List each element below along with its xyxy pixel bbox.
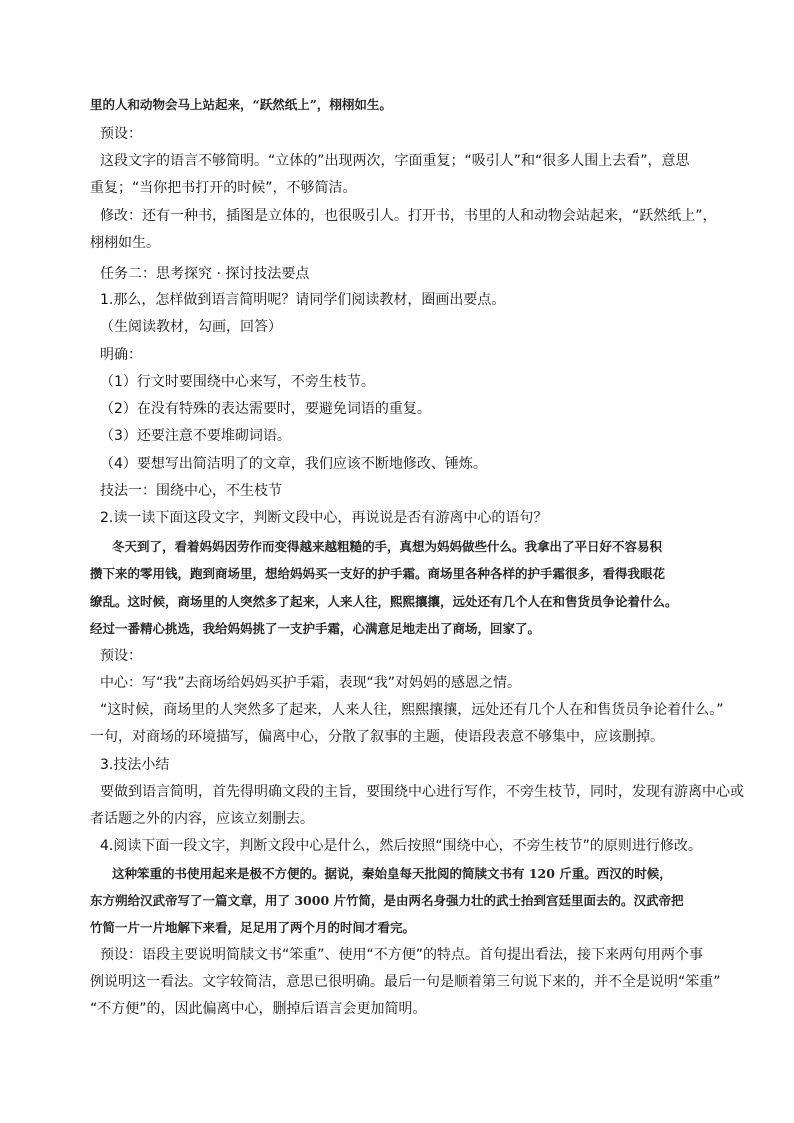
paragraph-line: 明确： (100, 347, 142, 363)
list-item: （4）要想写出简洁明了的文章，我们应该不断地修改、锤炼。 (100, 456, 487, 472)
excerpt-line: 这种笨重的书使用起来是极不方便的。据说，秦始皇每天批阅的简牍文书有 120 斤重。西汉的时候， (112, 866, 672, 881)
excerpt-line: 东方朔给汉武帝写了一篇文章，用了 3000 片竹简，是由两名身强力壮的武士抬到宫廷里面去的。汉武帝把 (90, 893, 684, 908)
paragraph-line: 预设：语段主要说明简牍文书“笨重”、使用“不方便”的特点。首句提出看法，接下来两句用两个事 (100, 947, 704, 963)
paragraph-line: 里的人和动物会马上站起来，“跃然纸上”，栩栩如生。 (90, 97, 392, 112)
excerpt-line: 经过一番精心挑选，我给妈妈挑了一支护手霜，心满意足地走出了商场，回家了。 (90, 621, 541, 636)
paragraph-line: 重复；“当你把书打开的时候”，不够简洁。 (90, 180, 357, 196)
paragraph-line: 预设： (100, 648, 142, 664)
section-subheading: 技法一：围绕中心，不生枝节 (100, 483, 282, 499)
paragraph-line: “这时候，商场里的人突然多了起来，人来人往，熙熙攘攘，远处还有几个人在和售货员争论着什么。” (100, 702, 724, 718)
list-item: （1）行文时要围绕中心来写，不旁生枝节。 (100, 374, 375, 390)
question-line: 1.那么，怎样做到语言简明呢？请同学们阅读教材，圈画出要点。 (100, 292, 506, 308)
paragraph-line: “不方便”的，因此偏离中心，删掉后语言会更加简明。 (90, 1001, 427, 1017)
question-line: 4.阅读下面一段文字，判断文段中心是什么，然后按照“围绕中心，不旁生枝节”的原则进行修改。 (100, 838, 702, 854)
excerpt-line: 冬天到了，看着妈妈因劳作而变得越来越粗糙的手，真想为妈妈做些什么。我拿出了平日好不容易积 (112, 539, 663, 554)
list-item: （2）在没有特殊的表达需要时，要避免词语的重复。 (100, 401, 431, 417)
paragraph-line: 者话题之外的内容，应该立刻删去。 (90, 811, 314, 827)
excerpt-line: 缭乱。这时候，商场里的人突然多了起来，人来人往，熙熙攘攘，远处还有几个人在和售货员争论着什么。 (90, 594, 678, 609)
list-item: （3）还要注意不要堆砌词语。 (100, 428, 291, 444)
paragraph-line: （生阅读教材，勾画，回答） (100, 319, 282, 335)
paragraph-line: 栩栩如生。 (90, 235, 160, 251)
paragraph-line: 要做到语言简明，首先得明确文段的主旨，要围绕中心进行写作，不旁生枝节，同时，发现有游离中心或 (100, 784, 744, 800)
paragraph-line: 修改：还有一种书，插图是立体的，也很吸引人。打开书，书里的人和动物会站起来，“跃然纸上”， (100, 208, 717, 224)
section-heading: 任务二：思考探究 · 探讨技法要点 (100, 266, 310, 282)
paragraph-line: 一句，对商场的环境描写，偏离中心，分散了叙事的主题，使语段表意不够集中，应该删掉。 (90, 729, 664, 745)
paragraph-line: 这段文字的语言不够简明。“立体的”出现两次，字面重复；“吸引人”和“很多人围上去看”，意思 (100, 153, 690, 169)
paragraph-line: 预设： (100, 126, 142, 142)
paragraph-line: 例说明这一看法。文字较简洁，意思已很明确。最后一句是顺着第三句说下来的，并不全是说明“笨重” (90, 974, 721, 990)
section-subheading: 3.技法小结 (100, 757, 170, 773)
paragraph-line: 中心：写“我”去商场给妈妈买护手霜，表现“我”对妈妈的感恩之情。 (100, 675, 522, 691)
excerpt-line: 攒下来的零用钱，跑到商场里，想给妈妈买一支好的护手霜。商场里各种各样的护手霜很多，看得我眼花 (90, 566, 666, 581)
question-line: 2.读一读下面这段文字，判断文段中心，再说说是否有游离中心的语句？ (100, 510, 548, 526)
excerpt-line: 竹简一片一片地解下来看，足足用了两个月的时间才看完。 (90, 920, 416, 935)
